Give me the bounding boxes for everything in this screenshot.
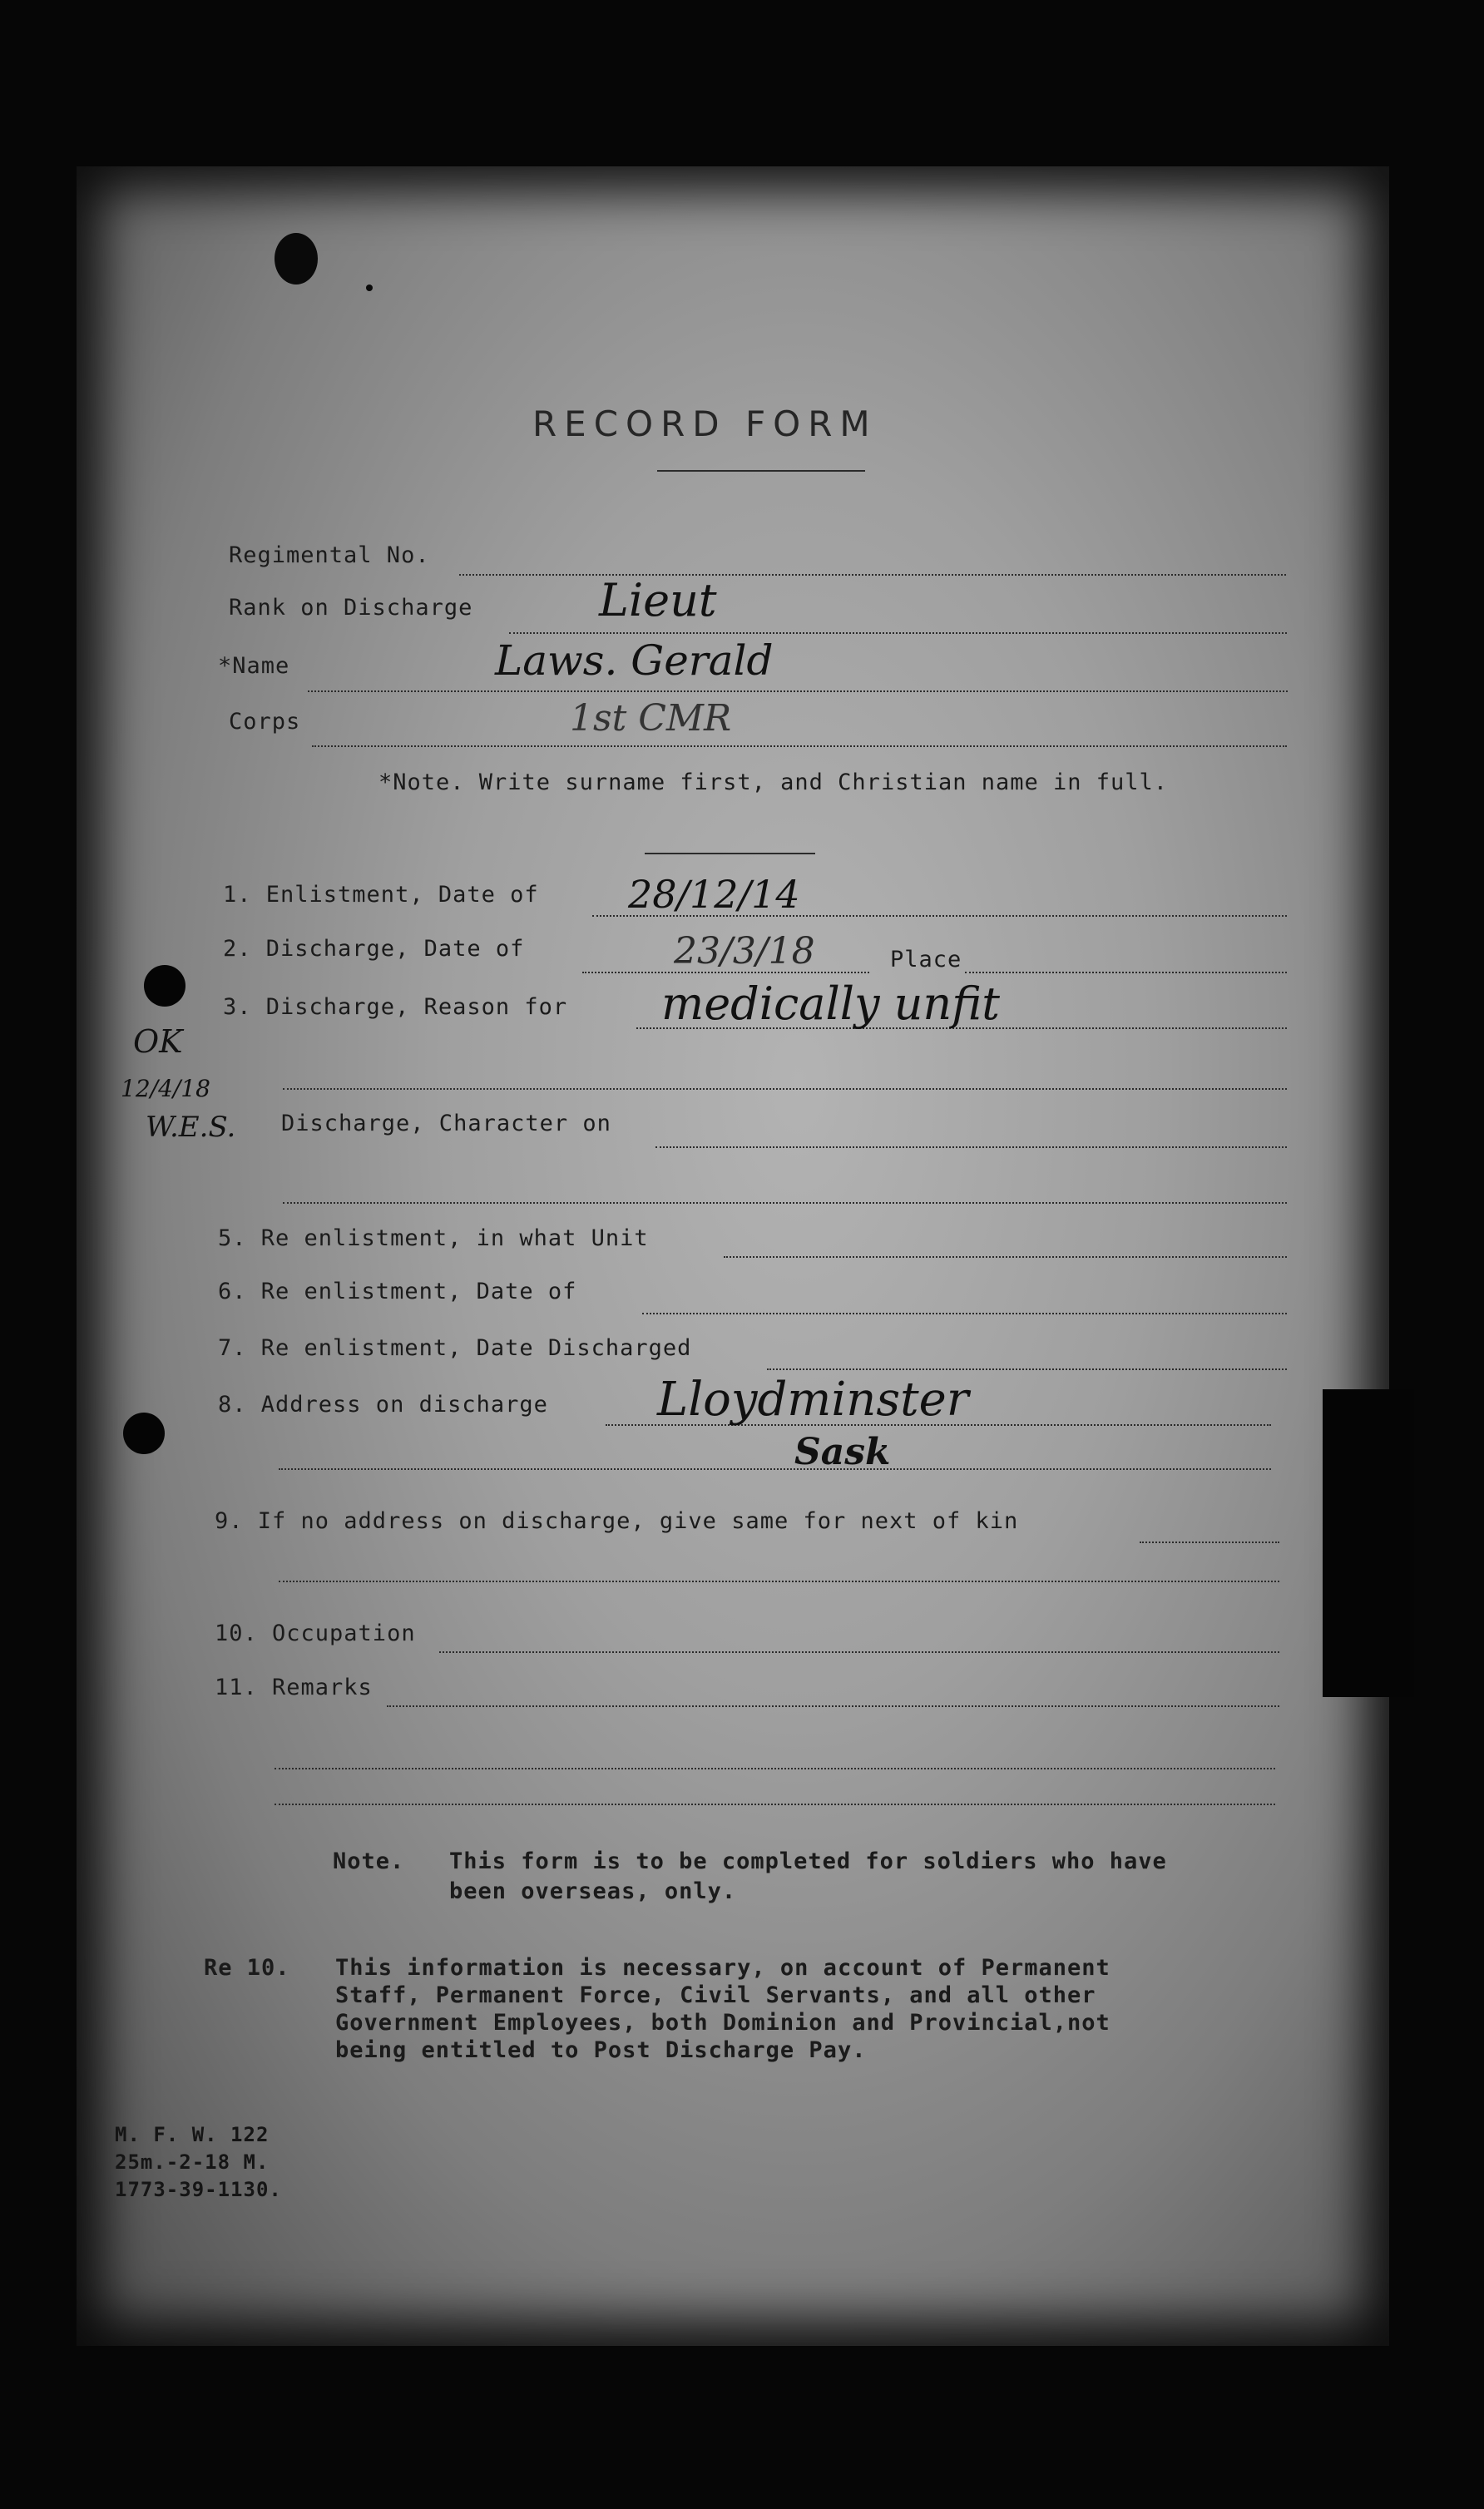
name-instruction-note: *Note. Write surname first, and Christian name in full.: [378, 770, 1169, 795]
place-label: Place: [890, 947, 962, 972]
rank-value: Lieut: [599, 574, 717, 626]
margin-note-date: 12/4/18: [121, 1075, 210, 1102]
remarks-label: 11. Remarks: [215, 1675, 373, 1700]
address-line-2: [279, 1468, 1271, 1470]
reenlistment-discharged-line: [767, 1368, 1287, 1370]
punch-hole-upper: [144, 965, 186, 1007]
discharge-character-line: [655, 1146, 1287, 1148]
corps-value: 1st CMR: [570, 697, 732, 740]
occupation-label: 10. Occupation: [215, 1621, 416, 1646]
re10-label: Re 10.: [204, 1955, 290, 1981]
ink-dot: [366, 285, 373, 291]
name-label: *Name: [218, 653, 290, 679]
overseas-note-line-2: been overseas, only.: [449, 1878, 737, 1904]
remarks-line-2: [275, 1768, 1275, 1769]
rank-label: Rank on Discharge: [229, 595, 473, 621]
discharge-date-value: 23/3/18: [674, 930, 815, 972]
regimental-no-label: Regimental No.: [229, 542, 430, 568]
discharge-character-label: Discharge, Character on: [281, 1111, 611, 1136]
name-value: Laws. Gerald: [495, 636, 774, 685]
corps-line: [312, 745, 1287, 747]
overseas-note-label: Note.: [333, 1848, 405, 1874]
reenlistment-unit-label: 5. Re enlistment, in what Unit: [218, 1225, 649, 1251]
occupation-line: [439, 1651, 1279, 1653]
reenlistment-date-label: 6. Re enlistment, Date of: [218, 1279, 577, 1304]
address-value: Lloydminster: [657, 1373, 969, 1427]
page-edge-shadow: [1323, 1389, 1414, 1697]
form-print-code: M. F. W. 122: [115, 2123, 270, 2146]
re10-line: being entitled to Post Discharge Pay.: [335, 2037, 867, 2063]
place-line: [965, 972, 1287, 973]
next-of-kin-label: 9. If no address on discharge, give same for next of kin: [215, 1508, 1019, 1534]
address-value-line-2: Sask: [794, 1431, 891, 1473]
discharge-character-line-2: [283, 1202, 1287, 1204]
punch-hole-lower: [123, 1413, 165, 1454]
form-print-code: 25m.-2-18 M.: [115, 2150, 270, 2174]
reenlistment-unit-line: [724, 1256, 1287, 1258]
regimental-no-line: [459, 574, 1286, 576]
discharge-date-label: 2. Discharge, Date of: [223, 936, 525, 962]
enlistment-date-label: 1. Enlistment, Date of: [223, 882, 539, 908]
name-line: [308, 690, 1288, 692]
overseas-note-line-1: This form is to be completed for soldiers who have: [449, 1848, 1167, 1874]
next-of-kin-line-2: [279, 1581, 1279, 1582]
rank-line: [509, 632, 1287, 634]
reenlistment-date-line: [642, 1313, 1287, 1314]
form-title: RECORD FORM: [532, 403, 878, 444]
discharge-reason-label: 3. Discharge, Reason for: [223, 994, 568, 1020]
remarks-line-3: [275, 1804, 1275, 1805]
re10-line: Staff, Permanent Force, Civil Servants, and all other: [335, 1982, 1096, 2008]
discharge-reason-value: medically unfit: [661, 977, 1000, 1030]
ink-blot: [275, 233, 318, 285]
discharge-reason-line-2: [283, 1088, 1287, 1090]
remarks-line: [387, 1705, 1279, 1707]
address-label: 8. Address on discharge: [218, 1392, 548, 1418]
re10-line: This information is necessary, on account of Permanent: [335, 1955, 1111, 1981]
title-underline: [657, 470, 865, 472]
section-divider: [645, 853, 815, 854]
reenlistment-discharged-label: 7. Re enlistment, Date Discharged: [218, 1335, 692, 1361]
next-of-kin-line: [1140, 1542, 1279, 1543]
margin-note-ok: OK: [133, 1023, 183, 1060]
corps-label: Corps: [229, 709, 301, 735]
re10-line: Government Employees, both Dominion and Provincial,not: [335, 2010, 1111, 2036]
margin-note-initials: W.E.S.: [146, 1111, 236, 1144]
form-print-code: 1773-39-1130.: [115, 2178, 282, 2201]
enlistment-date-value: 28/12/14: [628, 872, 800, 917]
